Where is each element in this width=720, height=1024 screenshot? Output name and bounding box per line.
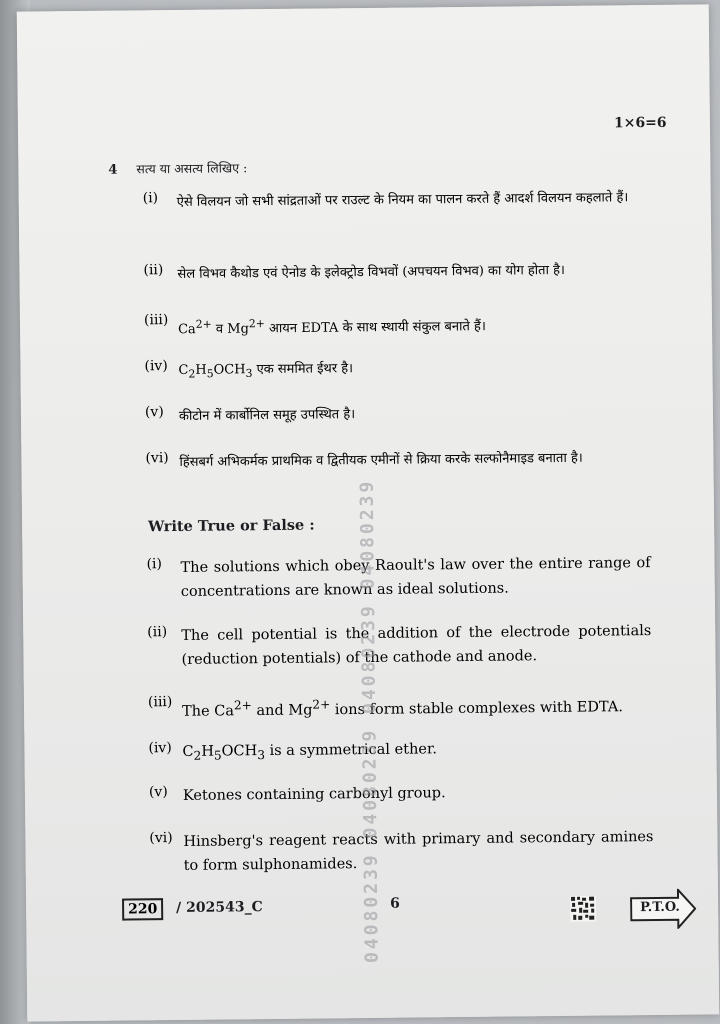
english-item-3	[147, 689, 648, 720]
item-text: Hinsberg's reagent reacts with primary and secondary amines to form sulphonamides.	[183, 829, 654, 874]
hindi-question-title: सत्य या असत्य लिखिए :	[136, 160, 248, 177]
item-label: (v)	[144, 404, 164, 421]
pto-arrow	[630, 889, 696, 934]
hindi-item-2	[143, 257, 643, 282]
english-item-1	[146, 551, 651, 600]
paper-id: / 202543_C	[176, 899, 263, 917]
item-text: $C_2H_5OCH_3$ is a symmetrical ether.	[182, 741, 437, 763]
item-label: (ii)	[143, 262, 164, 279]
item-label: (i)	[142, 190, 159, 207]
item-label: (vi)	[145, 450, 169, 467]
item-label: (i)	[146, 556, 163, 573]
exam-page	[17, 4, 720, 1021]
english-item-4	[148, 735, 648, 763]
item-label: (vi)	[149, 830, 173, 847]
hindi-item-4	[144, 353, 644, 381]
item-label: (iii)	[147, 694, 173, 711]
item-text: Ketones containing carbonyl group.	[182, 785, 446, 804]
item-text: कीटोन में कार्बोनिल समूह उपस्थित है।	[178, 407, 356, 424]
item-text: $C_2H_5OCH_3$ एक सममित ईथर है।	[178, 361, 354, 381]
item-label: (ii)	[147, 624, 168, 641]
hindi-item-3	[143, 307, 644, 338]
hindi-item-1	[142, 185, 643, 210]
item-label: (v)	[148, 784, 168, 801]
item-label: (iv)	[148, 740, 172, 757]
qr-code-icon	[570, 896, 596, 922]
item-label: (iv)	[144, 358, 168, 375]
paper-code-box: 220	[122, 898, 163, 920]
item-text: $Ca^{2+}$ व $Mg^{2+}$ आयन EDTA के साथ स्थायी संकुल बनाते हैं।	[177, 317, 486, 338]
pto-label: P.T.O.	[640, 899, 680, 916]
hindi-item-6	[145, 445, 645, 470]
item-text: The cell potential is the addition of the electrode potentials (reduction potentials) of the cathode and anode.	[181, 623, 652, 668]
english-item-6	[149, 825, 654, 874]
page-number: 6	[390, 895, 400, 912]
item-text: ऐसे विलयन जो सभी सांद्रताओं पर राउल्ट के नियम का पालन करते हैं आदर्श विलयन कहलाते हैं।	[176, 190, 629, 210]
item-text: सेल विभव कैथोड एवं ऐनोड के इलेक्ट्रोड विभवों (अपचयन विभव) का योग होता है।	[177, 262, 565, 282]
english-item-2	[147, 619, 652, 668]
roll-number-watermark: 04080239 04080239 04080239 04080239	[356, 478, 383, 964]
marks-allocation: 1×6=6	[613, 114, 667, 132]
item-label: (iii)	[143, 312, 169, 329]
question-number: 4	[108, 162, 118, 178]
hindi-item-5	[144, 399, 645, 424]
item-text: हिंसबर्ग अभिकर्मक प्राथमिक व द्वितीयक एमीनों से क्रिया करके सल्फोनैमाइड बनाता है।	[179, 450, 583, 470]
english-item-5	[148, 779, 649, 804]
item-text: The solutions which obey Raoult's law over the entire range of concentrations are known as ideal solutions.	[180, 555, 651, 600]
english-question-title: Write True or False :	[148, 516, 315, 536]
item-text: The $Ca^{2+}$ and $Mg^{2+}$ ions form stable complexes with EDTA.	[181, 697, 624, 720]
